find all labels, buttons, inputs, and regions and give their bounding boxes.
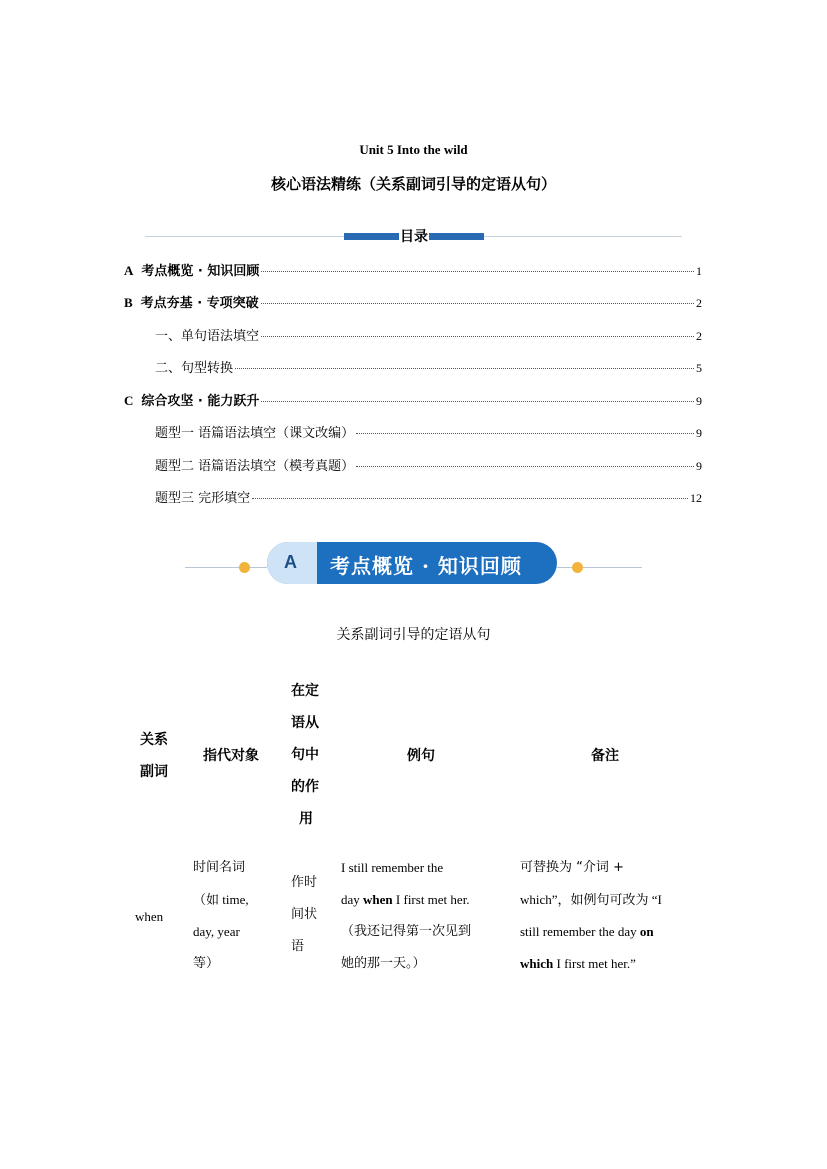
cell-line: 作时 xyxy=(291,875,318,890)
toc-page-number: 2 xyxy=(696,329,702,343)
toc-page-number: 12 xyxy=(690,491,702,505)
toc-leader xyxy=(235,368,694,369)
example-text: day xyxy=(341,892,364,907)
toc-leader xyxy=(356,433,694,434)
toc-page-number: 9 xyxy=(696,394,702,408)
note-keyword: on xyxy=(639,924,654,939)
toc-accent-bar-left xyxy=(344,233,400,240)
toc-leader xyxy=(261,401,694,402)
toc-leader xyxy=(356,466,694,467)
toc-entry-label: 题型一 语篇语法填空（课文改编） xyxy=(155,426,355,441)
example-line xyxy=(341,884,471,916)
toc-entry-letter: B xyxy=(124,295,133,310)
banner-title: 考点概览 · 知识回顾 xyxy=(330,554,522,578)
cell-line: （如 time, xyxy=(193,892,249,907)
toc-entry-label: 题型二 语篇语法填空（模考真题） xyxy=(155,459,355,474)
note-text: I first met her.” xyxy=(553,956,636,971)
toc-entry-label: 一、单句语法填空 xyxy=(155,329,260,344)
note-line xyxy=(520,948,662,980)
toc-accent-bar-right xyxy=(428,233,484,240)
header-line: 用 xyxy=(299,811,313,827)
toc-entry-c1[interactable] xyxy=(155,422,702,442)
table-caption: 关系副词引导的定语从句 xyxy=(336,627,491,643)
toc-entry-b1[interactable] xyxy=(155,325,702,345)
example-line: I still remember the xyxy=(341,860,444,875)
cell-line: 时间名词 xyxy=(193,860,246,875)
header-line: 的作 xyxy=(291,779,319,795)
toc-entry-b[interactable] xyxy=(124,292,702,312)
header-line: 语从 xyxy=(291,715,319,731)
toc-leader xyxy=(252,498,688,499)
note-line: which”，如例句可改为 “I xyxy=(520,892,662,907)
cell-line: 语 xyxy=(291,939,305,954)
banner-dot-left xyxy=(239,562,250,573)
header-line: 关系 xyxy=(140,732,168,748)
example-keyword: when xyxy=(363,892,393,907)
toc-entry-letter: A xyxy=(124,263,134,278)
toc-entry-letter: C xyxy=(124,393,134,408)
toc-entry-label: 综合攻坚 · 能力跃升 xyxy=(141,394,260,409)
header-relative-adverb xyxy=(140,724,168,788)
banner-dot-right xyxy=(572,562,583,573)
toc-entry-c[interactable] xyxy=(124,390,702,410)
example-translation-line: （我还记得第一次见到 xyxy=(341,924,472,939)
example-translation-line: 她的那一天。） xyxy=(341,956,426,971)
toc-page-number: 9 xyxy=(696,459,702,473)
cell-line: day, year xyxy=(193,924,240,939)
banner-line-right xyxy=(557,567,642,568)
cell-line: 等） xyxy=(193,956,220,971)
unit-title: Unit 5 Into the wild xyxy=(359,142,468,157)
note-line xyxy=(520,916,662,948)
header-line: 副词 xyxy=(140,764,168,780)
note-keyword: which xyxy=(520,956,554,971)
toc-entry-label: 题型三 完形填空 xyxy=(155,491,251,506)
toc-page-number: 2 xyxy=(696,296,702,310)
example-text: I first met her. xyxy=(392,892,470,907)
toc-page-number: 9 xyxy=(696,426,702,440)
toc-entry-label: 二、句型转换 xyxy=(155,361,234,376)
cell-adverb: when xyxy=(135,909,164,924)
cell-function xyxy=(291,867,317,963)
header-line: 在定 xyxy=(291,683,319,699)
note-line: 可替换为 “介词 + xyxy=(520,860,624,875)
toc-entry-c2[interactable] xyxy=(155,455,702,475)
cell-line: 间状 xyxy=(291,907,318,922)
header-notes: 备注 xyxy=(591,748,619,764)
banner-letter: A xyxy=(284,552,297,572)
toc-leader xyxy=(261,303,694,304)
banner-line-left xyxy=(185,567,267,568)
header-example: 例句 xyxy=(407,748,435,764)
toc-entry-c3[interactable] xyxy=(155,487,702,507)
cell-antecedent xyxy=(193,852,249,980)
toc-page-number: 5 xyxy=(696,361,702,375)
toc-heading: 目录 xyxy=(399,226,429,246)
toc-entry-b2[interactable] xyxy=(155,357,702,377)
header-antecedent: 指代对象 xyxy=(203,748,259,764)
header-function xyxy=(291,675,319,835)
toc-entry-label: 考点夯基 · 专项突破 xyxy=(140,296,259,311)
note-text: still remember the day xyxy=(520,924,640,939)
document-subtitle: 核心语法精练（关系副词引导的定语从句） xyxy=(270,175,556,193)
cell-note xyxy=(520,852,662,980)
toc-entry-label: 考点概览 · 知识回顾 xyxy=(141,264,260,279)
header-line: 句中 xyxy=(291,747,319,763)
toc-leader xyxy=(261,336,694,337)
cell-example xyxy=(341,852,471,980)
toc-page-number: 1 xyxy=(696,264,702,278)
toc-entry-a[interactable] xyxy=(124,260,702,280)
toc-leader xyxy=(261,271,694,272)
